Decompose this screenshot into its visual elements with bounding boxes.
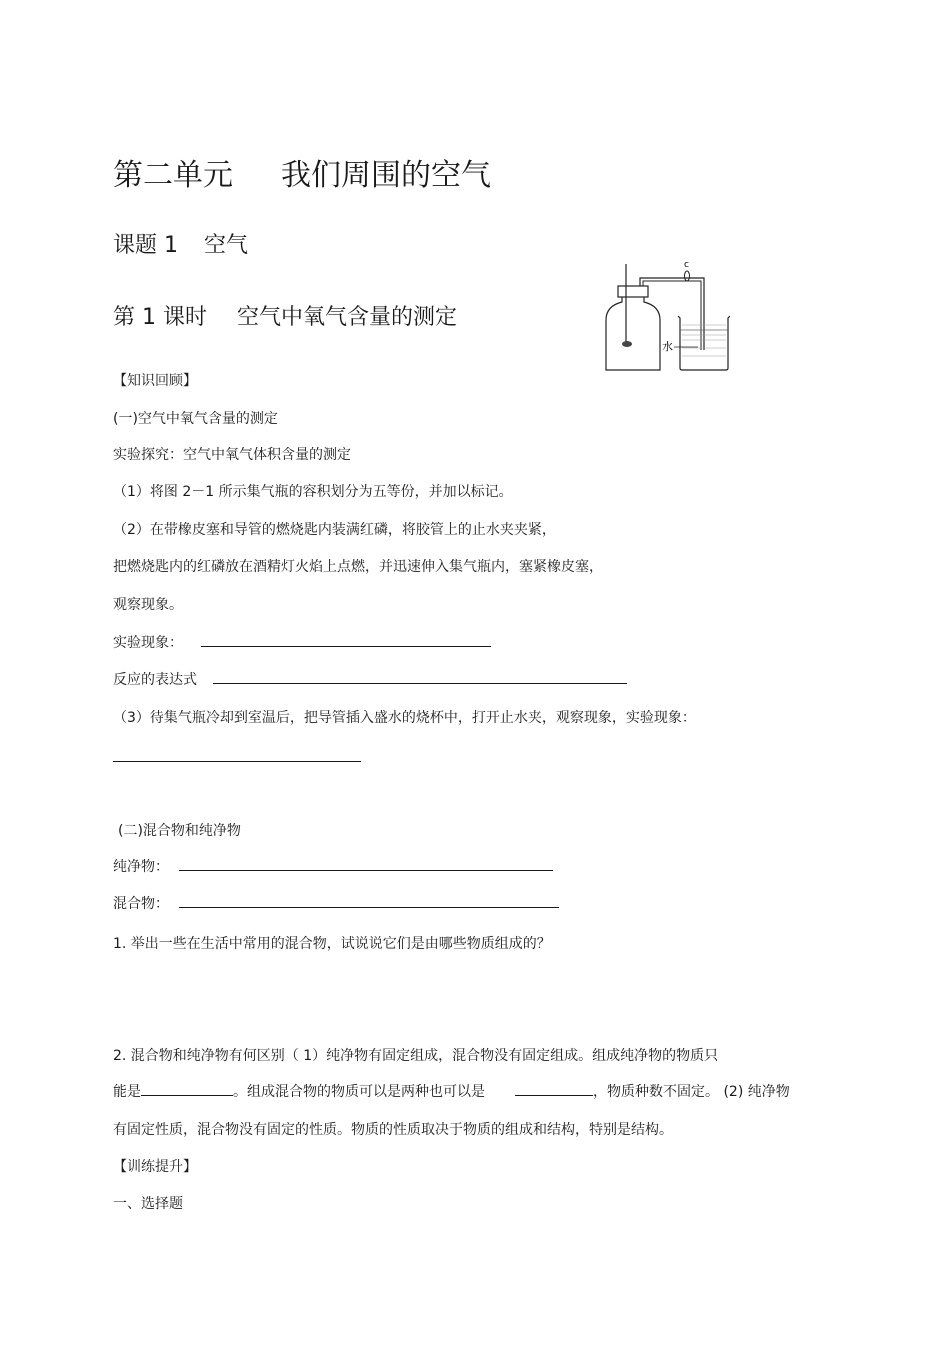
pure-blank[interactable]	[179, 856, 553, 871]
phenomenon-blank[interactable]	[201, 632, 491, 647]
gas-bottle	[606, 296, 660, 370]
step1-text: （1）将图 2－1 所示集气瓶的容积划分为五等份，并加以标记。	[113, 484, 513, 500]
section1-title: (一)空气中氧气含量的测定	[113, 411, 278, 427]
expression-blank[interactable]	[213, 669, 627, 684]
q2-text-b: 。组成混合物的物质可以是两种也可以是	[233, 1084, 485, 1100]
clamp-icon	[685, 271, 690, 281]
question1: 1. 举出一些在生活中常用的混合物，试说说它们是由哪些物质组成的？	[113, 936, 551, 952]
clamp-label: c	[684, 260, 689, 270]
lesson-title-number: 课题 1	[113, 233, 178, 258]
review-header: 【知识回顾】	[113, 373, 197, 389]
choice-header: 一、选择题	[113, 1196, 183, 1212]
question2-line3: 有固定性质，混合物没有固定的性质。物质的性质取决于物质的组成和结构，特别是结构。	[113, 1122, 673, 1138]
expression-row	[113, 669, 627, 689]
step2-line2: 把燃烧匙内的红磷放在酒精灯火焰上点燃，并迅速伸入集气瓶内，塞紧橡皮塞，	[113, 559, 603, 575]
step2-line1: （2）在带橡皮塞和导管的燃烧匙内装满红磷，将胶管上的止水夹夹紧，	[113, 522, 556, 538]
pure-label: 纯净物：	[113, 859, 169, 875]
water-label: 水	[662, 340, 673, 353]
step2-line3: 观察现象。	[113, 597, 183, 613]
expression-label: 反应的表达式	[113, 672, 197, 688]
period-title-name: 空气中氧气含量的测定	[236, 305, 457, 330]
step3-blank[interactable]	[113, 744, 361, 762]
mixture-blank[interactable]	[179, 893, 559, 908]
pure-row	[113, 856, 553, 876]
combustion-spoon	[622, 341, 632, 347]
unit-title	[113, 150, 491, 194]
q2-text-c: ，物质种数不固定。 (2) 纯净物	[593, 1084, 790, 1100]
unit-title-name: 我们周围的空气	[281, 158, 491, 193]
rubber-stopper	[618, 286, 648, 297]
mixture-row	[113, 893, 559, 913]
training-header: 【训练提升】	[113, 1159, 197, 1175]
section1-experiment: 实验探究：空气中氧气体积含量的测定	[113, 447, 351, 463]
period-title	[113, 300, 457, 331]
q2-text-a: 能是	[113, 1084, 141, 1100]
lesson-title-name: 空气	[204, 233, 249, 258]
phenomenon-label: 实验现象：	[113, 635, 183, 651]
question2-line1: 2. 混合物和纯净物有何区别（ 1）纯净物有固定组成，混合物没有固定组成。组成纯净物的物质只	[113, 1048, 719, 1064]
q2-blank-1[interactable]	[141, 1081, 233, 1096]
phenomenon-row	[113, 632, 491, 652]
unit-title-number: 第二单元	[113, 158, 233, 193]
section2-title: (二)混合物和纯净物	[118, 823, 241, 839]
q2-blank-2[interactable]	[515, 1081, 593, 1096]
mixture-label: 混合物：	[113, 896, 169, 912]
apparatus-diagram	[600, 258, 730, 373]
lesson-title	[113, 228, 248, 259]
period-title-number: 第 1 课时	[113, 305, 207, 330]
step3-text: （3）待集气瓶冷却到室温后，把导管插入盛水的烧杯中，打开止水夹，观察现象，实验现象：	[113, 710, 696, 726]
question2-line2	[113, 1081, 790, 1101]
